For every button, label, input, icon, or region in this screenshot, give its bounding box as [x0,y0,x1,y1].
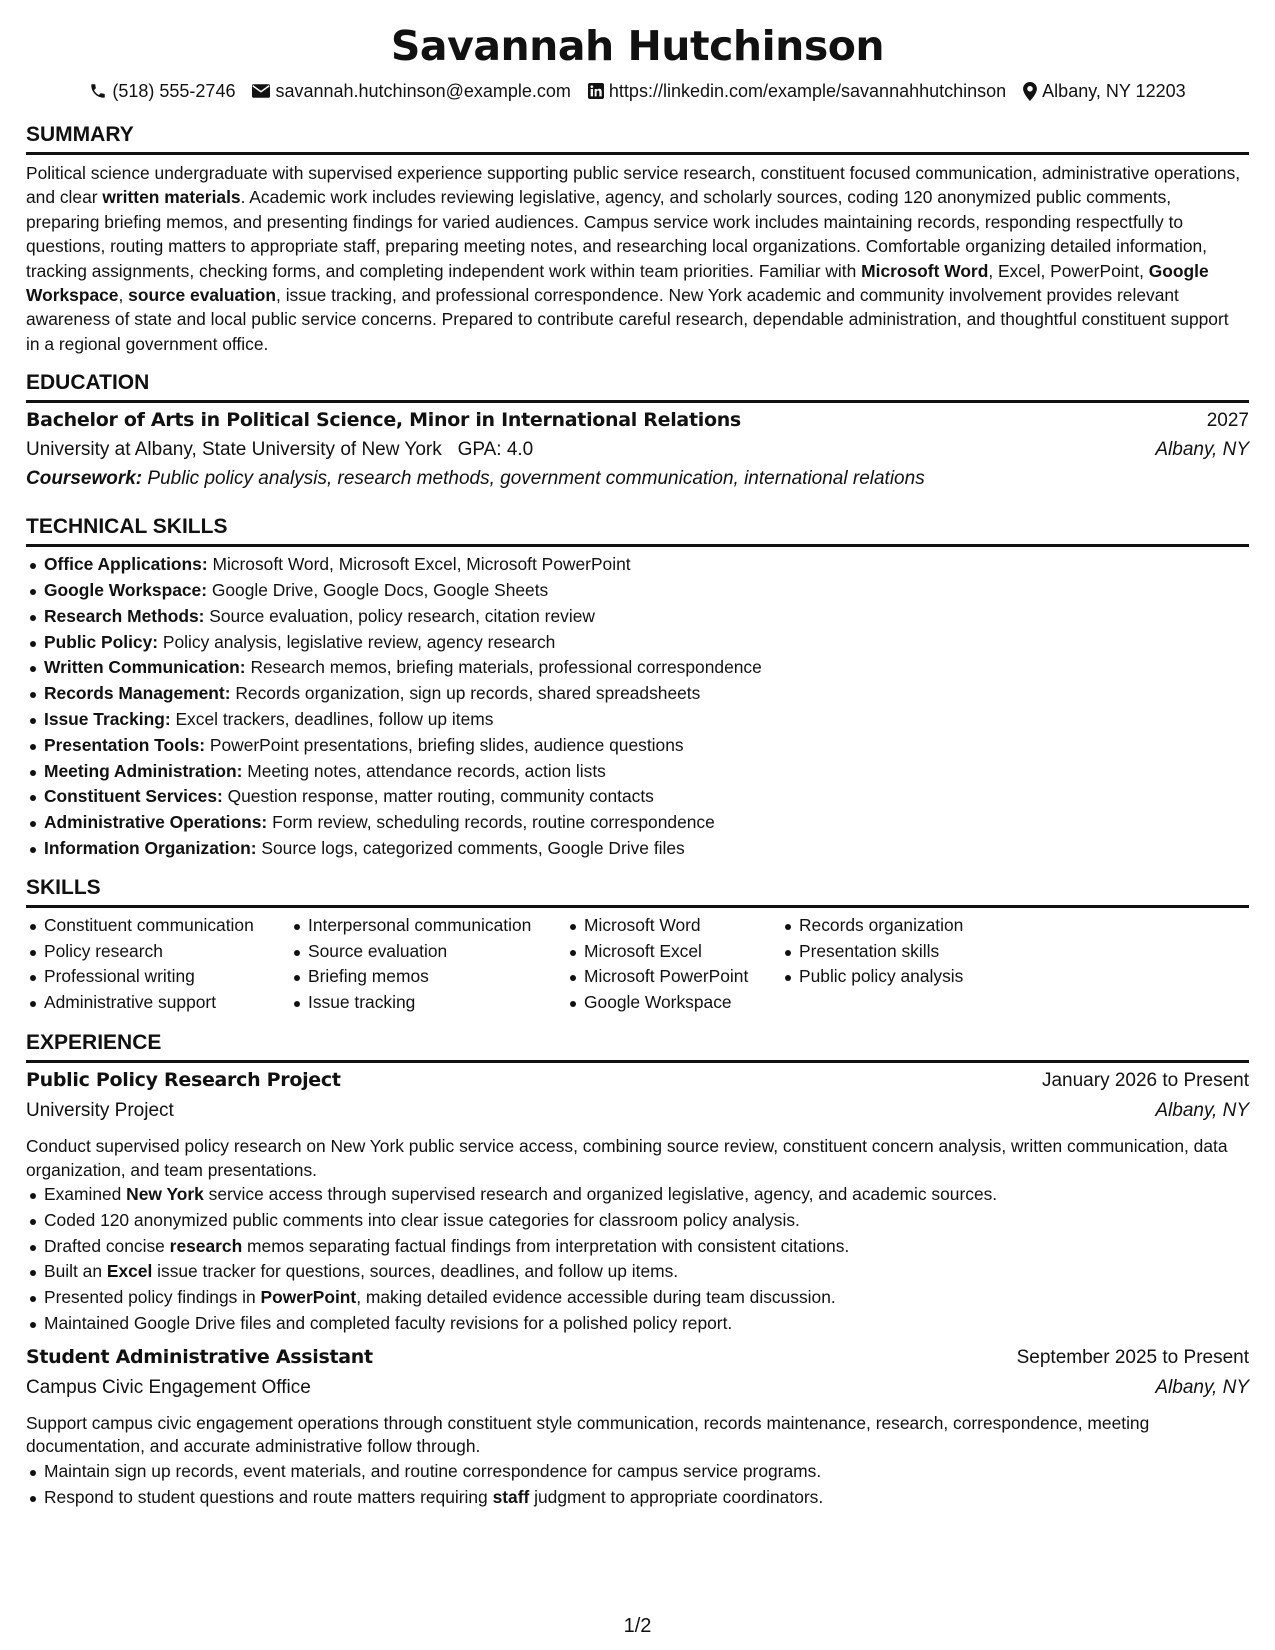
technical-skill-text: Microsoft Word, Microsoft Excel, Microsoft PowerPoint [207,554,631,575]
linkedin-link[interactable]: https://linkedin.com/example/savannahhutchinson [608,80,1007,101]
technical-skill-label: Public Policy: [44,631,159,652]
skill-item: Microsoft Word [566,913,781,939]
job-organization: University Project [26,1100,174,1121]
skill-item: Administrative support [26,990,290,1016]
skill-item: Microsoft PowerPoint [566,964,781,990]
skill-item: Public policy analysis [781,964,981,990]
job-bullet-bold: PowerPoint [260,1287,357,1308]
gpa-text: GPA: 4.0 [457,439,534,461]
technical-skills-heading: TECHNICAL SKILLS [26,515,1249,547]
technical-skill-label: Issue Tracking: [44,709,171,730]
technical-skill-text: PowerPoint presentations, briefing slides, audience questions [205,734,684,755]
technical-skill-item [26,655,1249,681]
job-bullet-text: Examined [44,1184,127,1204]
job-description: Support campus civic engagement operations through constituent style communication, records maintenance, research, correspondence, meeting documentation, and accurate administrative follow through. [26,1412,1150,1457]
technical-skills-list [26,552,1249,862]
summary-part: , [118,285,129,306]
job-bullet [26,1182,1249,1208]
summary-bold: written materials [102,187,241,208]
job-bullet-text: Presented policy findings in [44,1287,261,1308]
job-bullet-text: Built an [44,1261,107,1282]
page-number: 1/2 [623,1615,652,1637]
job-bullet-text: , making detailed evidence accessible during team discussion. [356,1287,836,1308]
job-bullet [26,1259,1249,1285]
school-name [26,439,533,461]
technical-skill-item [26,630,1249,656]
coursework-text: Public policy analysis, research methods, government communication, international relations [142,468,925,490]
contact-bar [26,76,1249,106]
technical-skill-item [26,733,1249,759]
job-bullets [26,1182,1249,1337]
technical-skill-label: Information Organization: [44,838,257,859]
technical-skill-item [26,578,1249,604]
job-organization: Campus Civic Engagement Office [26,1376,311,1398]
skill-item: Source evaluation [290,939,566,965]
technical-skill-text: Form review, scheduling records, routine correspondence [267,812,715,833]
skill-item: Presentation skills [781,939,981,965]
degree-year: 2027 [1206,410,1249,432]
job-bullet-bold: research [169,1235,243,1256]
job-bullet [26,1311,1249,1337]
job-bullet-text: memos separating factual findings from interpretation with consistent citations. [242,1235,850,1256]
summary-part: Political science undergraduate with supervised experience supporting public service research, constituent focused communication, administrative operations, and clear [26,163,1241,208]
job-bullet-text: judgment to appropriate coordinators. [529,1486,824,1507]
technical-skill-item [26,836,1249,862]
phone-icon [89,82,107,100]
technical-skill-label: Google Workspace: [44,580,207,601]
job-bullet-text: Maintain sign up records, event materials, and routine correspondence for campus service programs. [44,1460,822,1481]
summary-bold: Google Workspace [26,260,1209,306]
job-bullet-text: service access through supervised research and organized legislative, agency, and academic sources. [203,1184,998,1204]
job-bullet [26,1285,1249,1311]
summary-text [26,161,1241,356]
job-bullet [26,1234,1249,1260]
skill-item: Microsoft Excel [566,939,781,965]
technical-skill-label: Meeting Administration: [44,760,243,781]
experience-heading: EXPERIENCE [26,1031,1249,1063]
education-heading: EDUCATION [26,371,1249,403]
coursework-label: Coursework: [26,468,143,490]
candidate-name: Savannah Hutchinson [390,22,885,70]
job-bullet-bold: Excel [106,1261,153,1282]
summary-bold: source evaluation [128,285,277,306]
school-location: Albany, NY [1155,439,1249,461]
skill-item: Constituent communication [26,913,290,939]
phone-number[interactable]: (518) 555-2746 [112,80,236,101]
job-subheader [26,1100,1249,1128]
job-bullet-text: Coded 120 anonymized public comments into clear issue categories for classroom policy analysis. [44,1209,800,1230]
job-bullet [26,1485,1249,1511]
job-entry [26,1346,1249,1511]
skills-column [781,913,981,1016]
technical-skill-label: Presentation Tools: [44,734,206,755]
technical-skill-item [26,810,1249,836]
job-header [26,1346,1249,1377]
technical-skill-label: Records Management: [44,683,231,704]
technical-skill-text: Research memos, briefing materials, professional correspondence [245,657,762,678]
technical-skill-text: Google Drive, Google Docs, Google Sheets [207,580,549,601]
job-bullets [26,1459,1249,1511]
technical-skill-label: Constituent Services: [44,786,223,807]
technical-skill-label: Written Communication: [44,657,246,678]
summary-heading: SUMMARY [26,123,1249,155]
job-subheader [26,1377,1249,1405]
skills-column [290,913,566,1016]
degree-title: Bachelor of Arts in Political Science, Minor in International Relations [26,409,741,432]
job-title: Student Administrative Assistant [26,1345,373,1368]
job-location: Albany, NY [1155,1376,1249,1398]
job-header [26,1069,1249,1100]
skill-item: Briefing memos [290,964,566,990]
technical-skill-label: Administrative Operations: [44,812,268,833]
job-description: Conduct supervised policy research on New York public service access, combining source review, constituent concern analysis, written communication, data organization, and team presentations. [26,1136,1228,1180]
summary-part: . Academic work includes reviewing legislative, agency, and scholarly sources, coding 120 anonymized public comments, preparing briefing memos, and presenting findings for varied audiences. Campus service work includes maintaining records, responding respectfully to questions, routing matters to appropriate staff, preparing meeting notes, and researching local organizations. Comfortable organizing detailed information, tracking assignments, checking forms, and completing independent work within team priorities. Familiar with [26,187,1207,281]
job-location: Albany, NY [1155,1100,1249,1121]
job-bullet [26,1208,1249,1234]
linkedin-icon [588,83,604,99]
skills-column [566,913,781,1016]
technical-skill-text: Records organization, sign up records, shared spreadsheets [230,683,701,704]
resume-page [26,0,1249,1510]
summary-bold: Microsoft Word [861,260,989,281]
experience-list [26,1069,1249,1510]
contact-phone [89,81,235,102]
skill-item: Issue tracking [290,990,566,1016]
technical-skill-label: Office Applications: [44,554,208,575]
education-entry [26,409,1249,498]
technical-skill-label: Research Methods: [44,605,205,626]
contact-email [252,81,570,102]
summary-part: , Excel, PowerPoint, [988,260,1149,281]
contact-linkedin [588,81,1006,102]
technical-skill-item [26,759,1249,785]
skill-item: Policy research [26,939,290,965]
summary-part: , issue tracking, and professional correspondence. New York academic and community involvement provides relevant awareness of state and local public service concerns. Prepared to contribute careful research, dependable administration, and thoughtful constituent support in a regional government office. [26,285,1229,354]
email-link[interactable]: savannah.hutchinson@example.com [275,80,571,101]
map-pin-icon [1023,82,1037,101]
coursework [26,468,1249,498]
technical-skill-item [26,707,1249,733]
skill-item: Records organization [781,913,981,939]
job-bullet-bold: staff [492,1486,530,1507]
technical-skill-text: Source evaluation, policy research, citation review [204,605,595,626]
job-date: January 2026 to Present [1041,1070,1249,1091]
school-text: University at Albany, State University of New York [26,439,442,461]
technical-skill-text: Meeting notes, attendance records, action lists [242,760,606,781]
job-bullet-text: issue tracker for questions, sources, deadlines, and follow up items. [152,1261,679,1282]
technical-skill-item [26,604,1249,630]
skills-grid [26,913,1249,1016]
technical-skill-text: Excel trackers, deadlines, follow up items [170,709,494,730]
job-title: Public Policy Research Project [26,1069,341,1091]
skill-item: Professional writing [26,964,290,990]
technical-skill-item [26,681,1249,707]
job-date: September 2025 to Present [1016,1346,1249,1368]
technical-skill-item [26,784,1249,810]
technical-skill-item [26,552,1249,578]
skill-item: Google Workspace [566,990,781,1016]
envelope-icon [252,84,270,98]
skill-item: Interpersonal communication [290,913,566,939]
location-text: Albany, NY 12203 [1042,80,1186,101]
job-bullet-text: Respond to student questions and route matters requiring [44,1486,493,1507]
job-bullet-text: Maintained Google Drive files and completed faculty revisions for a polished policy report. [44,1312,733,1333]
job-bullet-bold: New York [126,1184,204,1204]
technical-skill-text: Policy analysis, legislative review, agency research [158,631,556,652]
technical-skill-text: Source logs, categorized comments, Google Drive files [256,838,685,859]
job-bullet-text: Drafted concise [44,1235,170,1256]
contact-location [1023,81,1185,102]
technical-skill-text: Question response, matter routing, community contacts [222,786,654,807]
job-bullet [26,1459,1249,1485]
job-entry [26,1069,1249,1337]
skills-heading: SKILLS [26,876,1249,908]
skills-column [26,913,290,1016]
